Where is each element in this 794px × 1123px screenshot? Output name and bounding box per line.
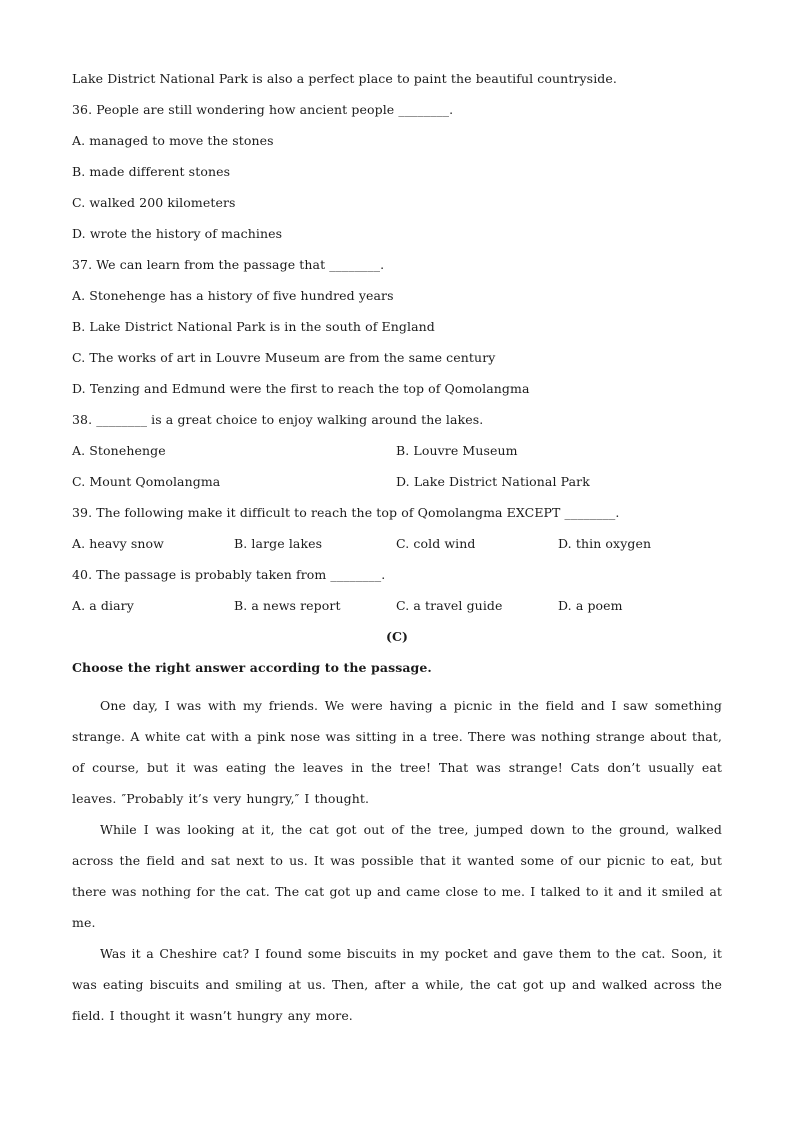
passage-paragraph-2: While I was looking at it, the cat got out of the tree, jumped down to the ground, walked across the field and sat next to us. It was possible that it wanted some of our picnic to eat, but there was nothing for the cat. The cat got up and came close to me. I talked to it and it smiled at me.	[72, 822, 722, 930]
section-c-instruction: Choose the right answer according to the passage.	[72, 660, 432, 675]
passage-paragraph-1: One day, I was with my friends. We were having a picnic in the field and I saw something strange. A white cat with a pink nose was sitting in a tree. There was nothing strange about that, of course, but it was eating the leaves in the tree! That was strange! Cats don’t usually eat leaves. ″Probably it’s very hungry,″ I thought.	[72, 698, 722, 806]
question-38-stem: 38. ________ is a great choice to enjoy walking around the lakes.	[72, 412, 484, 427]
question-37-option-c[interactable]: C. The works of art in Louvre Museum are from the same century	[72, 350, 496, 365]
question-36-stem: 36. People are still wondering how ancient people ________.	[72, 102, 454, 117]
section-c-heading: (C)	[385, 629, 409, 644]
passage-closing-line: Lake District National Park is also a perfect place to paint the beautiful countryside.	[72, 71, 617, 86]
question-39-option-c[interactable]: C. cold wind	[396, 536, 476, 551]
question-39-stem: 39. The following make it difficult to reach the top of Qomolangma EXCEPT ________.	[72, 505, 620, 520]
question-38-option-b[interactable]: B. Louvre Museum	[396, 443, 518, 458]
question-38-option-c[interactable]: C. Mount Qomolangma	[72, 474, 221, 489]
question-40-option-a[interactable]: A. a diary	[72, 598, 134, 613]
question-39-option-d[interactable]: D. thin oxygen	[558, 536, 652, 551]
section-c-passage	[72, 690, 722, 1031]
question-38-options-row-2	[72, 473, 722, 504]
question-36-option-b[interactable]: B. made different stones	[72, 164, 231, 179]
passage-paragraph-3: Was it a Cheshire cat? I found some biscuits in my pocket and gave them to the cat. Soon, it was eating biscuits and smiling at us. Then, after a while, the cat got up and walked across the field. I thought it wasn’t hungry any more.	[72, 946, 722, 1023]
question-36-option-d[interactable]: D. wrote the history of machines	[72, 226, 283, 241]
question-39-option-a[interactable]: A. heavy snow	[72, 536, 164, 551]
question-36-option-a[interactable]: A. managed to move the stones	[72, 133, 274, 148]
question-37	[72, 256, 722, 411]
question-38-option-d[interactable]: D. Lake District National Park	[396, 474, 590, 489]
question-38	[72, 411, 722, 504]
question-36	[72, 101, 722, 256]
question-40-option-d[interactable]: D. a poem	[558, 598, 623, 613]
question-40-options-row	[72, 597, 722, 628]
question-36-option-c[interactable]: C. walked 200 kilometers	[72, 195, 236, 210]
document-page	[72, 70, 722, 1031]
question-40-stem: 40. The passage is probably taken from ________.	[72, 567, 386, 582]
question-37-stem: 37. We can learn from the passage that ________.	[72, 257, 385, 272]
question-40	[72, 566, 722, 628]
question-37-option-b[interactable]: B. Lake District National Park is in the south of England	[72, 319, 435, 334]
question-37-option-a[interactable]: A. Stonehenge has a history of five hundred years	[72, 288, 394, 303]
question-37-option-d[interactable]: D. Tenzing and Edmund were the first to reach the top of Qomolangma	[72, 381, 530, 396]
question-40-option-c[interactable]: C. a travel guide	[396, 598, 503, 613]
question-39-options-row	[72, 535, 722, 566]
question-38-options-row-1	[72, 442, 722, 473]
question-38-option-a[interactable]: A. Stonehenge	[72, 443, 166, 458]
question-39-option-b[interactable]: B. large lakes	[234, 536, 323, 551]
question-39	[72, 504, 722, 566]
question-40-option-b[interactable]: B. a news report	[234, 598, 341, 613]
